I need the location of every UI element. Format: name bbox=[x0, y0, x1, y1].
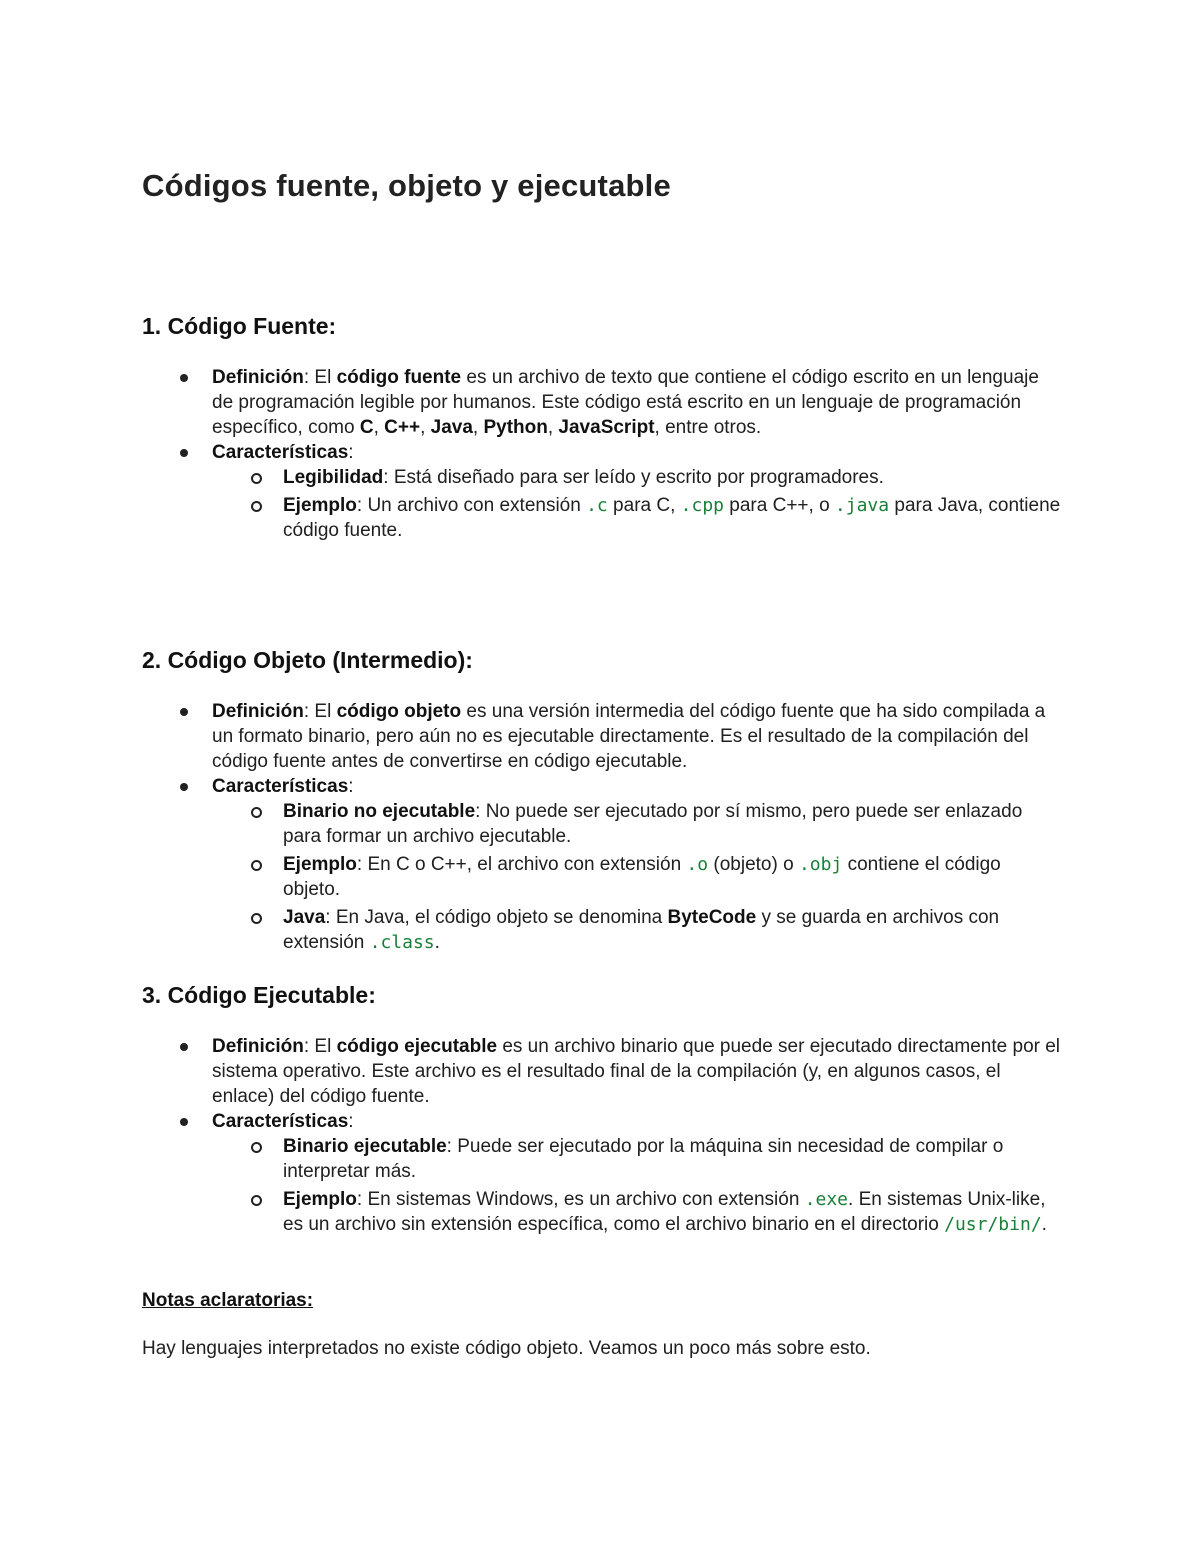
definition-label: Definición bbox=[212, 367, 304, 388]
circle-bullet-icon bbox=[251, 473, 262, 484]
bullet-list bbox=[142, 365, 1062, 543]
bullet-icon bbox=[180, 374, 188, 382]
circle-bullet-icon bbox=[251, 860, 262, 871]
list-item-caracteristicas: Características: Binario ejecutable: Puede ser ejecutado por la máquina sin necesidad de compilar o interpretar más. Ejemplo: En sistemas Windows, es un archivo con extensión .exe. En sistemas Unix-like, es un archivo sin extensión específica, como el archivo binario en el directorio /usr/bin/. bbox=[142, 1109, 1062, 1237]
sub-list bbox=[212, 1134, 1062, 1237]
bullet-icon bbox=[180, 449, 188, 457]
section-heading: 3. Código Ejecutable: bbox=[142, 982, 376, 1008]
section-codigo-objeto bbox=[142, 645, 1062, 958]
sub-item-ejemplo: Ejemplo: En sistemas Windows, es un archivo con extensión .exe. En sistemas Unix-like, es un archivo sin extensión específica, como el archivo binario en el directorio /usr/bin/. bbox=[142, 1187, 1062, 1237]
document-title: Códigos fuente, objeto y ejecutable bbox=[142, 168, 671, 203]
section-codigo-ejecutable bbox=[142, 980, 1062, 1240]
circle-bullet-icon bbox=[251, 1195, 262, 1206]
sub-list bbox=[212, 465, 1062, 543]
list-item-caracteristicas: Características: Legibilidad: Está diseñado para ser leído y escrito por programadores. Ejemplo: Un archivo con extensión .c para C, .cpp para C++, o .java para Java, contiene código fuente. bbox=[142, 440, 1062, 543]
circle-bullet-icon bbox=[251, 501, 262, 512]
section-heading: 1. Código Fuente: bbox=[142, 313, 337, 339]
sub-item-legibilidad: Legibilidad: Está diseñado para ser leído y escrito por programadores. bbox=[142, 465, 1062, 490]
circle-bullet-icon bbox=[251, 1142, 262, 1153]
notes-heading: Notas aclaratorias: bbox=[142, 1290, 314, 1311]
bullet-list bbox=[142, 1034, 1062, 1237]
circle-bullet-icon bbox=[251, 807, 262, 818]
sub-item-ejemplo: Ejemplo: Un archivo con extensión .c para C, .cpp para C++, o .java para Java, contiene código fuente. bbox=[142, 493, 1062, 543]
list-item-definicion: Definición: El código objeto es una versión intermedia del código fuente que ha sido compilada a un formato binario, pero aún no es ejecutable directamente. Es el resultado de la compilación del código fuente antes de convertirse en código ejecutable. bbox=[142, 699, 1062, 774]
bullet-icon bbox=[180, 1043, 188, 1051]
sub-item-binario: Binario ejecutable: Puede ser ejecutado por la máquina sin necesidad de compilar o interpretar más. bbox=[142, 1134, 1062, 1184]
sub-item-java: Java: En Java, el código objeto se denomina ByteCode y se guarda en archivos con extensión .class. bbox=[142, 905, 1062, 955]
section-codigo-fuente bbox=[142, 311, 1062, 546]
section-heading: 2. Código Objeto (Intermedio): bbox=[142, 647, 473, 673]
list-item-definicion: Definición: El código fuente es un archivo de texto que contiene el código escrito en un lenguaje de programación legible por humanos. Este código está escrito en un lenguaje de programación específico, como C, C++, Java, Python, JavaScript, entre otros. bbox=[142, 365, 1062, 440]
sub-list bbox=[212, 799, 1062, 955]
sub-item-ejemplo: Ejemplo: En C o C++, el archivo con extensión .o (objeto) o .obj contiene el código objeto. bbox=[142, 852, 1062, 902]
list-item-caracteristicas: Características: Binario no ejecutable: No puede ser ejecutado por sí mismo, pero puede ser enlazado para formar un archivo ejecutable. Ejemplo: En C o C++, el archivo con extensión .o (objeto) o .obj contiene el código objeto. Java: En Java, el código objeto se denomina ByteCode y se guarda en archivos con extensión .class. bbox=[142, 774, 1062, 955]
circle-bullet-icon bbox=[251, 913, 262, 924]
bullet-icon bbox=[180, 1118, 188, 1126]
bullet-icon bbox=[180, 783, 188, 791]
bullet-icon bbox=[180, 708, 188, 716]
bullet-list bbox=[142, 699, 1062, 955]
notes-paragraph: Hay lenguajes interpretados no existe código objeto. Veamos un poco más sobre esto. bbox=[142, 1338, 871, 1359]
list-item-definicion: Definición: El código ejecutable es un archivo binario que puede ser ejecutado directamente por el sistema operativo. Este archivo es el resultado final de la compilación (y, en algunos casos, el enlace) del código fuente. bbox=[142, 1034, 1062, 1109]
sub-item-binario: Binario no ejecutable: No puede ser ejecutado por sí mismo, pero puede ser enlazado para formar un archivo ejecutable. bbox=[142, 799, 1062, 849]
